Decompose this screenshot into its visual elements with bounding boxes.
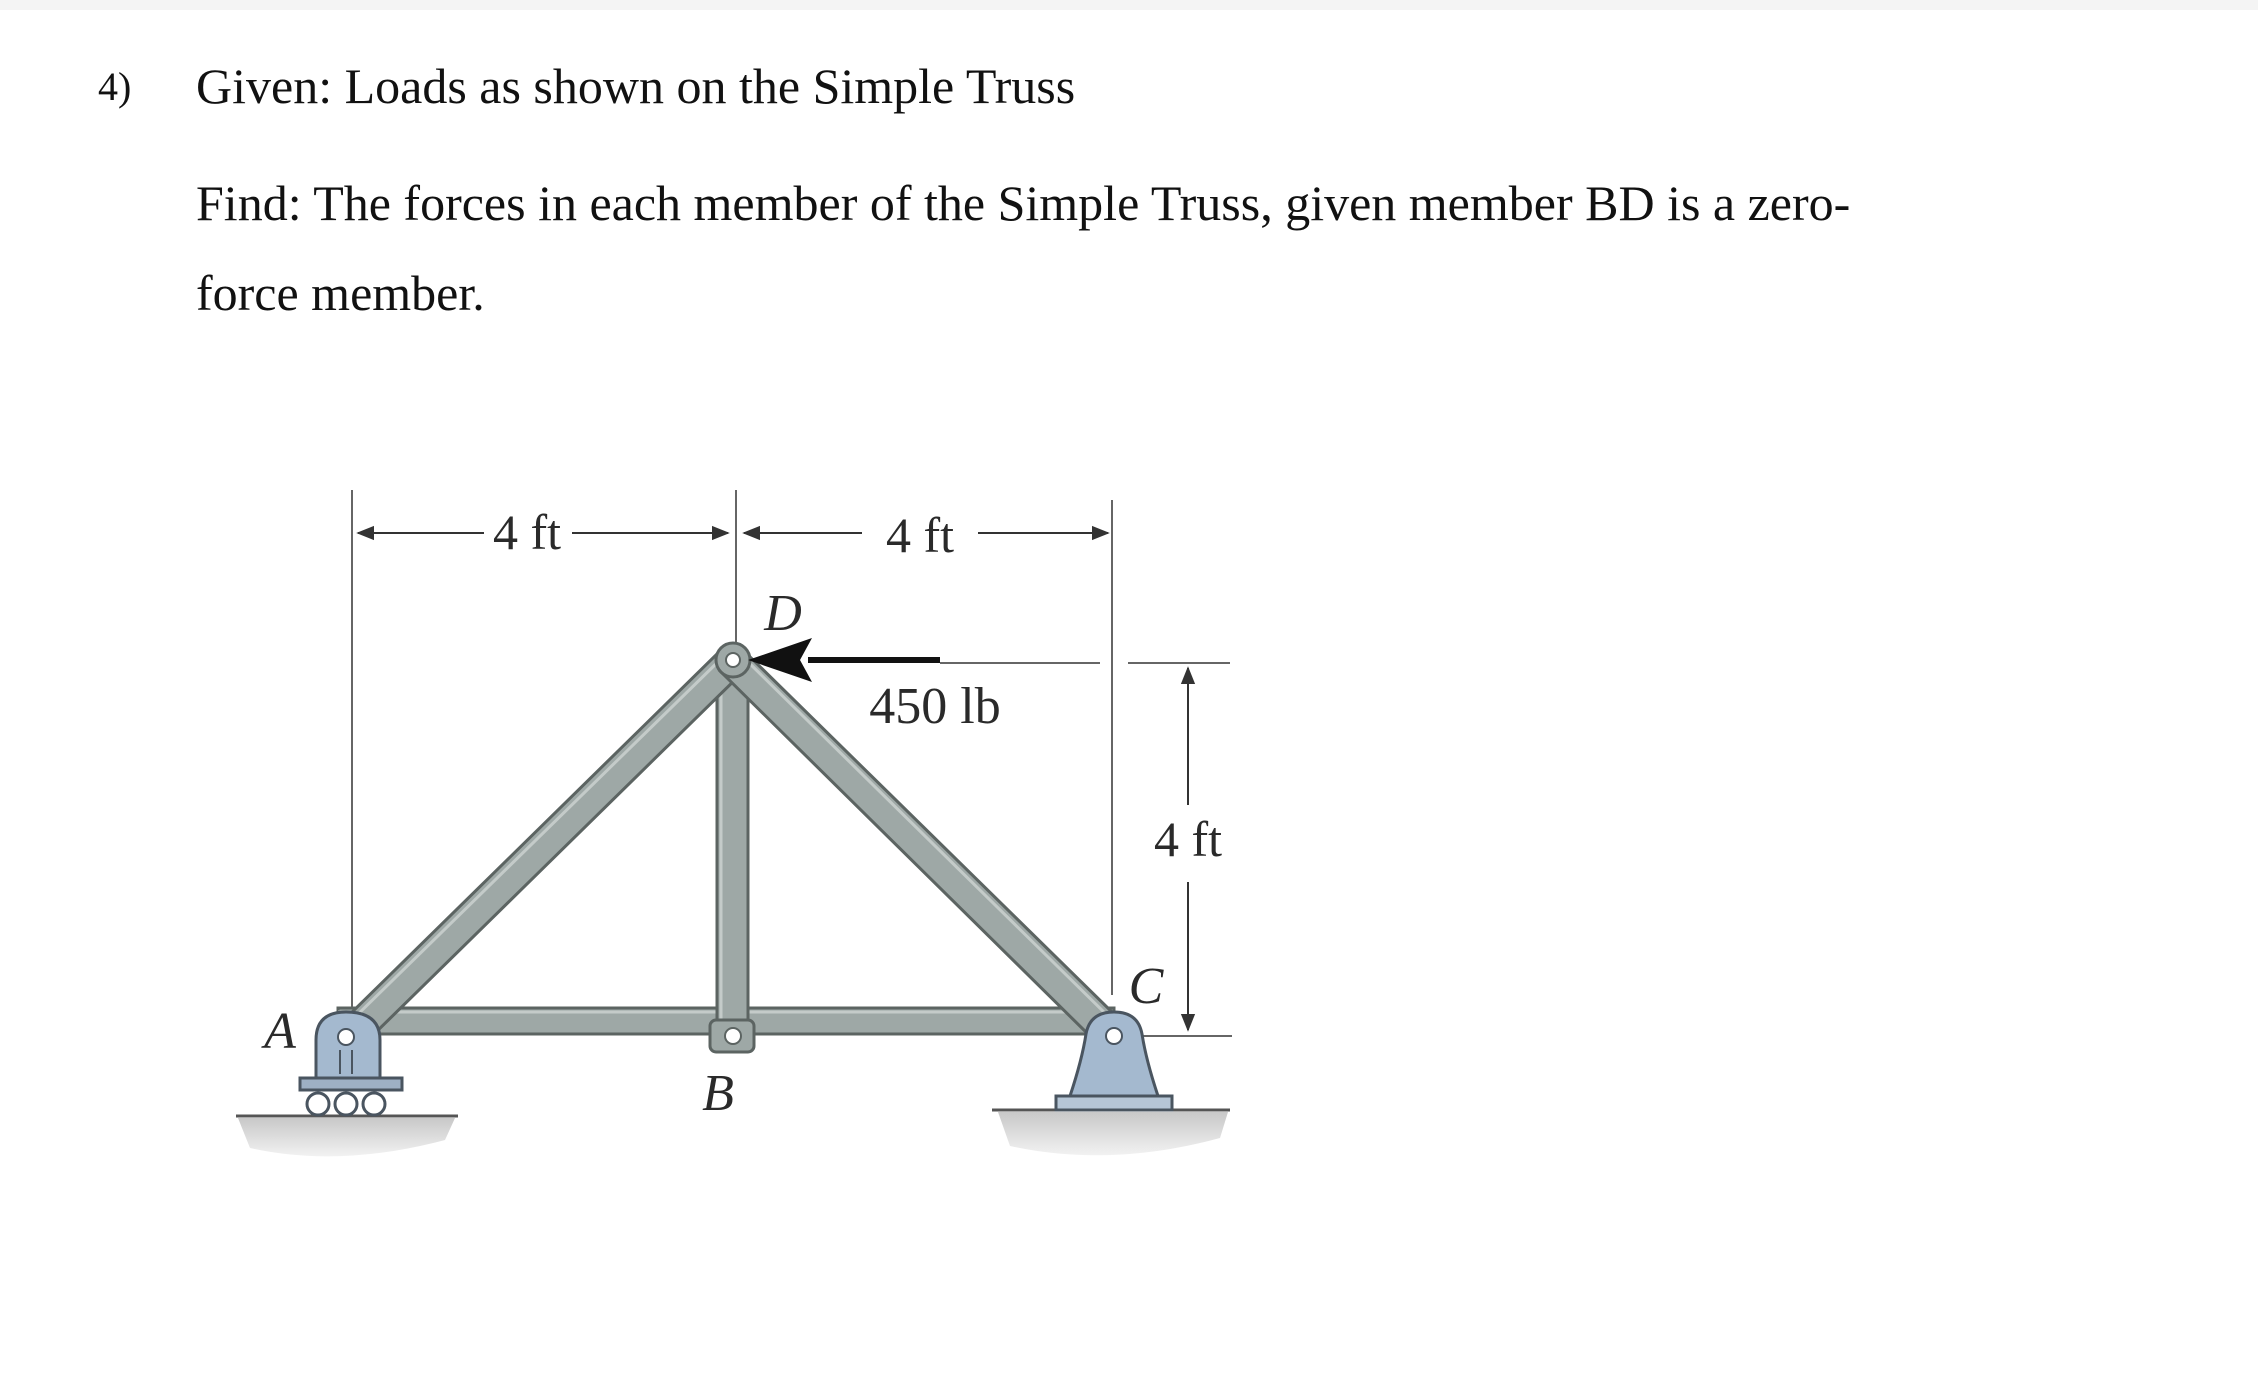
member-ad (344, 651, 744, 1040)
extension-lines (352, 490, 1232, 1036)
joint-b-pin (710, 1020, 754, 1052)
find-statement-line-2: force member. (196, 265, 485, 321)
label-node-a: A (264, 1003, 296, 1060)
load-arrow (748, 638, 940, 682)
label-node-b: B (702, 1065, 734, 1122)
member-bd (717, 662, 748, 1030)
label-node-c: C (1128, 958, 1164, 1015)
label-load: 450 lb (869, 678, 1001, 735)
ground-right (992, 1110, 1230, 1155)
label-span-left: 4 ft (492, 504, 562, 560)
problem-number: 4) (98, 64, 132, 109)
label-height: 4 ft (1153, 811, 1223, 867)
label-span-right: 4 ft (885, 507, 955, 563)
find-statement-line-1: Find: The forces in each member of the Simple Truss, given member BD is a zero- (196, 175, 1851, 231)
ground-left (236, 1116, 458, 1156)
label-node-d: D (764, 585, 802, 642)
given-statement: Given: Loads as shown on the Simple Truss (196, 58, 1076, 114)
joint-d-pin (716, 643, 750, 677)
